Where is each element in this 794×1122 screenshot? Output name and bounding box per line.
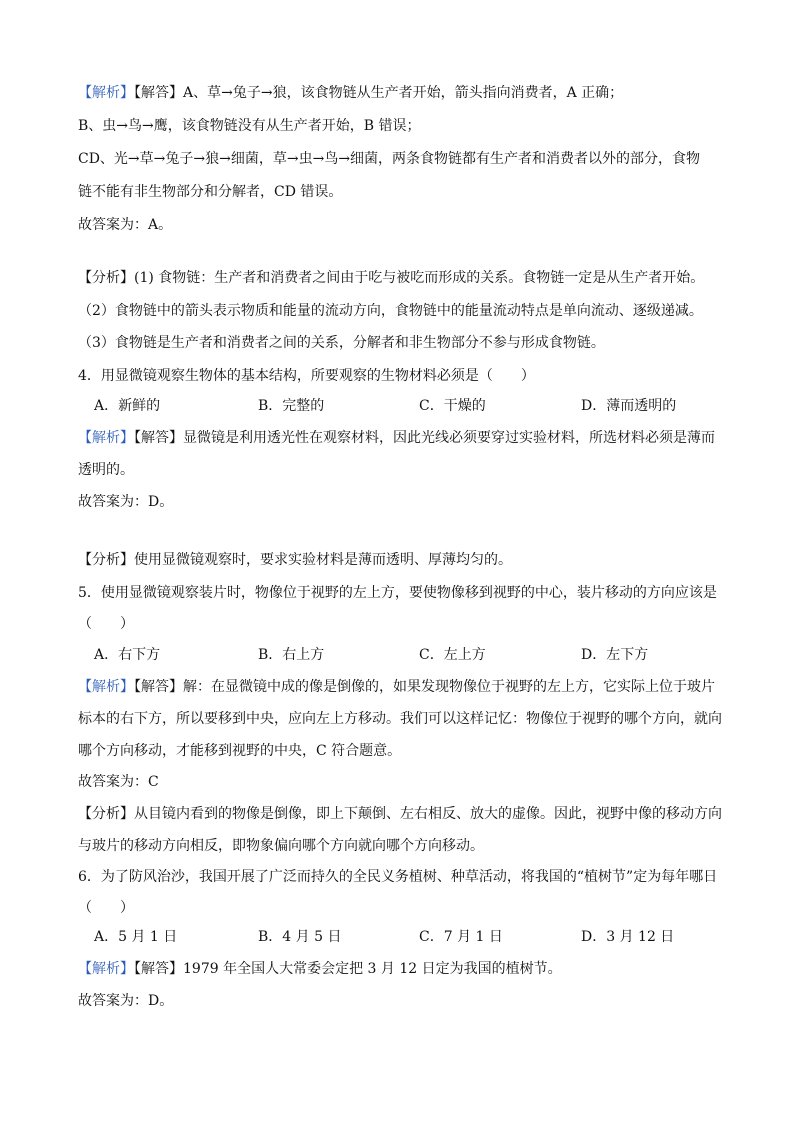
q6-option-b: B．4 月 5 日	[258, 929, 342, 945]
q4-explain-line-1: 【解析】【解答】显微镜是利用透光性在观察材料，因此光线必须要穿过实验材料，所选材料必须是薄而	[78, 430, 715, 446]
q5-explain-line-2: 标本的右下方，所以要移到中央，应向左上方移动。我们可以这样记忆：物像位于视野的哪个方向，就向	[78, 711, 722, 727]
q3-answer: 故答案为：A。	[78, 217, 173, 233]
q4-answer: 故答案为：D。	[78, 494, 174, 510]
q4-option-b: B．完整的	[258, 398, 325, 414]
q3-explain-line-1: 【解析】【解答】A、草→兔子→狼，该食物链从生产者开始，箭头指向消费者，A 正确；	[78, 85, 624, 101]
q5-option-d: D．左下方	[581, 647, 649, 663]
q5-answer: 故答案为：C	[78, 774, 159, 790]
q4-explain-line-2: 透明的。	[78, 462, 134, 478]
q3-explain-line-4: 链不能有非生物部分和分解者，CD 错误。	[78, 184, 343, 200]
q6-explain-tag: 【解析】	[78, 961, 134, 977]
q4-option-a: A．新鲜的	[94, 398, 161, 414]
q5-explain-tag: 【解析】	[78, 679, 134, 695]
q6-answer: 故答案为：D。	[78, 993, 174, 1009]
q5-option-b: B．右上方	[258, 647, 325, 663]
q3-analysis-line-1: 【分析】(1) 食物链：生产者和消费者之间由于吃与被吃而形成的关系。食物链一定是从生产者开始。	[78, 270, 705, 286]
q4-analysis: 【分析】使用显微镜观察时，要求实验材料是薄而透明、厚薄均匀的。	[78, 552, 512, 568]
q4-option-c: C．干燥的	[419, 398, 486, 414]
q5-option-a: A．右下方	[94, 647, 161, 663]
q6-explain-line-1: 【解析】【解答】1979 年全国人大常委会定把 3 月 12 日定为我国的植树节。	[78, 961, 562, 977]
q5-stem-line-2: （ ）	[78, 616, 134, 632]
q5-stem-line-1: 5．使用显微镜观察装片时，物像位于视野的左上方，要使物像移到视野的中心，装片移动的方向应该是	[78, 585, 717, 601]
q4-explain-tag: 【解析】	[78, 430, 134, 446]
q5-analysis-line-1: 【分析】从目镜内看到的物像是倒像，即上下颠倒、左右相反、放大的虚像。因此，视野中像的移动方向	[78, 806, 722, 822]
q5-explain-line-1: 【解析】【解答】解：在显微镜中成的像是倒像的，如果发现物像位于视野的左上方，它实际上位于玻片	[78, 679, 715, 695]
q5-analysis-line-2: 与玻片的移动方向相反，即物象偏向哪个方向就向哪个方向移动。	[78, 838, 484, 854]
q6-stem-line-1: 6．为了防风治沙，我国开展了广泛而持久的全民义务植树、种草活动，将我国的“植树节”定为每年哪日	[78, 869, 718, 885]
q3-analysis-line-2: （2）食物链中的箭头表示物质和能量的流动方向，食物链中的能量流动特点是单向流动、逐级递减。	[78, 303, 703, 319]
q6-option-d: D．3 月 12 日	[581, 929, 675, 945]
q3-analysis-line-3: （3）食物链是生产者和消费者之间的关系，分解者和非生物部分不参与形成食物链。	[78, 335, 605, 351]
q6-option-a: A．5 月 1 日	[94, 929, 178, 945]
q3-explain-line-3: CD、光→草→兔子→狼→细菌，草→虫→鸟→细菌，两条食物链都有生产者和消费者以外的部分，食物	[78, 151, 701, 167]
q5-explain-line-3: 哪个方向移动，才能移到视野的中央，C 符合题意。	[78, 743, 402, 759]
q4-stem: 4．用显微镜观察生物体的基本结构，所要观察的生物材料必须是（ ）	[78, 368, 535, 384]
q5-option-c: C．左上方	[419, 647, 486, 663]
q4-option-d: D．薄而透明的	[581, 398, 677, 414]
q3-explain-line-2: B、虫→鸟→鹰，该食物链没有从生产者开始，B 错误；	[78, 118, 421, 134]
q6-option-c: C．7 月 1 日	[419, 929, 503, 945]
q6-stem-line-2: （ ）	[78, 900, 134, 916]
q3-explain-tag: 【解析】	[78, 85, 134, 101]
